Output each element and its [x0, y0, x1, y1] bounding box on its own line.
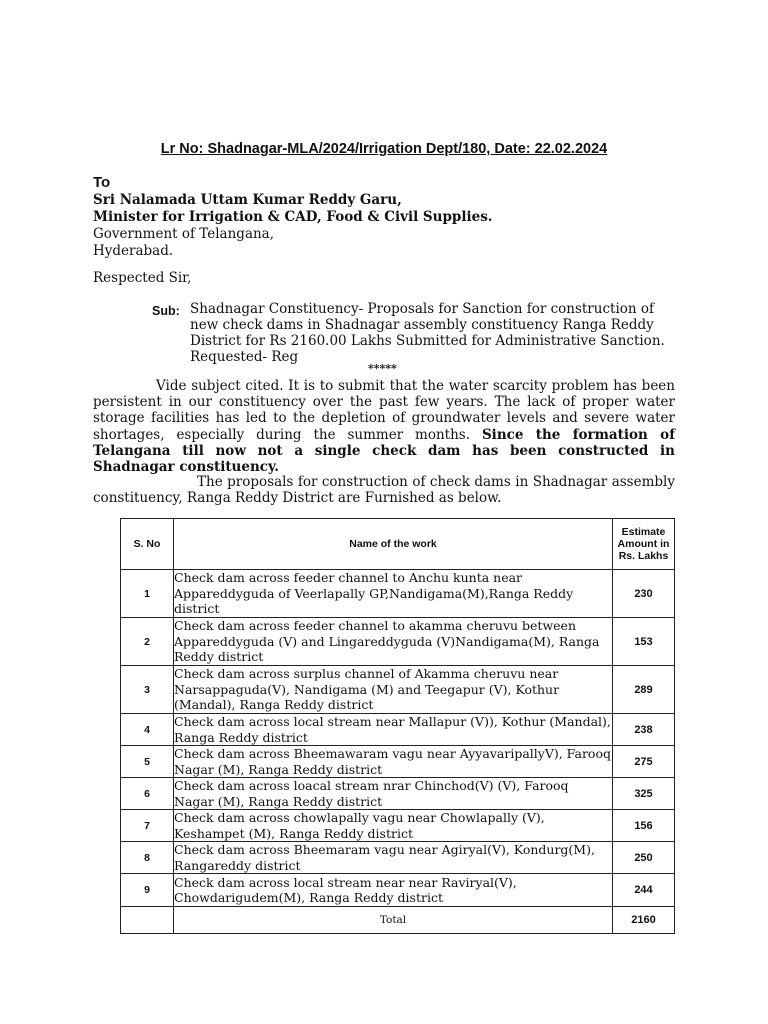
table-total-row: [121, 907, 675, 934]
addressee-title: Minister for Irrigation & CAD, Food & Civil Supplies.: [93, 209, 493, 225]
row-name: Check dam across chowlapally vagu near Chowlapally (V), Keshampet (M), Ranga Reddy district: [174, 810, 613, 842]
row-sno: 6: [121, 778, 174, 810]
row-name: Check dam across feeder channel to Anchu kunta near Appareddyguda of Veerlapally GP,Nandigama(M),Ranga Reddy district: [174, 570, 613, 618]
row-sno: 9: [121, 874, 174, 907]
row-sno: 5: [121, 746, 174, 778]
paragraph-2: The proposals for construction of check dams in Shadnagar assembly constituency, Ranga Reddy District are Furnished as below.: [93, 474, 675, 507]
separator-stars: *****: [368, 362, 397, 375]
row-sno: 7: [121, 810, 174, 842]
row-amount: 238: [613, 714, 675, 746]
row-amount: 153: [613, 618, 675, 666]
header-amount: Estimate Amount in Rs. Lakhs: [613, 519, 675, 570]
row-amount: 275: [613, 746, 675, 778]
table-row: [121, 842, 675, 874]
subject-label: Sub:: [152, 304, 180, 318]
reference-line: Lr No: Shadnagar-MLA/2024/Irrigation Dept/180, Date: 22.02.2024: [160, 141, 608, 157]
addressee-org: Government of Telangana,: [93, 226, 275, 242]
row-sno: 1: [121, 570, 174, 618]
total-label: Total: [174, 907, 613, 934]
table-row: [121, 618, 675, 666]
row-name: Check dam across feeder channel to akamma cheruvu between Appareddyguda (V) and Lingareddyguda (V)Nandigama(M), Ranga Reddy district: [174, 618, 613, 666]
row-sno: 4: [121, 714, 174, 746]
row-sno: 2: [121, 618, 174, 666]
addressee-city: Hyderabad.: [93, 243, 174, 259]
row-name: Check dam across Bheemawaram vagu near AyyavaripallyV), Farooq Nagar (M), Ranga Reddy district: [174, 746, 611, 777]
row-name: Check dam across local stream near near Raviryal(V), Chowdarigudem(M), Ranga Reddy district: [174, 874, 613, 907]
table-row: [121, 778, 675, 810]
row-amount: 325: [613, 778, 675, 810]
table-row: [121, 874, 675, 907]
address-block: [93, 174, 493, 260]
paragraph-1-text: Vide subject cited. It is to submit that the water scarcity problem has been persistent in our constituency over the past few years. The lack of proper water storage facilities has led to the depletion of groundwater levels and severe water shortages, especially during the summer months.: [93, 378, 675, 443]
row-sno: 3: [121, 666, 174, 714]
works-table: [120, 518, 675, 934]
table-header-row: [121, 519, 675, 570]
header-sno: S. No: [121, 519, 174, 570]
total-empty-cell: [121, 907, 174, 934]
total-amount: 2160: [613, 907, 675, 934]
table-row: [121, 570, 675, 618]
table-row: [121, 666, 675, 714]
row-name: Check dam across local stream near Mallapur (V)), Kothur (Mandal), Ranga Reddy district: [174, 714, 611, 745]
header-name: Name of the work: [174, 519, 613, 570]
paragraph-1: [93, 378, 675, 475]
row-name: Check dam across Bheemaram vagu near Agiryal(V), Kondurg(M), Rangareddy district: [174, 842, 613, 874]
row-sno: 8: [121, 842, 174, 874]
salutation: Respected Sir,: [93, 270, 192, 286]
addressee-name: Sri Nalamada Uttam Kumar Reddy Garu,: [93, 192, 402, 208]
row-amount: 289: [613, 666, 675, 714]
table-row: [121, 746, 675, 778]
row-amount: 230: [613, 570, 675, 618]
to-label: To: [93, 174, 111, 191]
table-row: [121, 714, 675, 746]
row-name: Check dam across loacal stream nrar Chinchod(V) (V), Farooq Nagar (M), Ranga Reddy district: [174, 778, 613, 810]
table-row: [121, 810, 675, 842]
paragraph-1-bold: Since the formation of Telangana till now not a single check dam has been constructed in Shadnagar constituency.: [93, 426, 675, 476]
row-amount: 250: [613, 842, 675, 874]
row-name: Check dam across surplus channel of Akamma cheruvu near Narsappaguda(V), Nandigama (M) and Teegapur (V), Kothur (Mandal), Ranga Reddy district: [174, 666, 613, 714]
row-amount: 244: [613, 874, 675, 907]
row-amount: 156: [613, 810, 675, 842]
subject-text: Shadnagar Constituency- Proposals for Sanction for construction of new check dams in Shadnagar assembly constituency Ranga Reddy District for Rs 2160.00 Lakhs Submitted for Administrative Sanction. Requested- Reg: [190, 301, 665, 365]
